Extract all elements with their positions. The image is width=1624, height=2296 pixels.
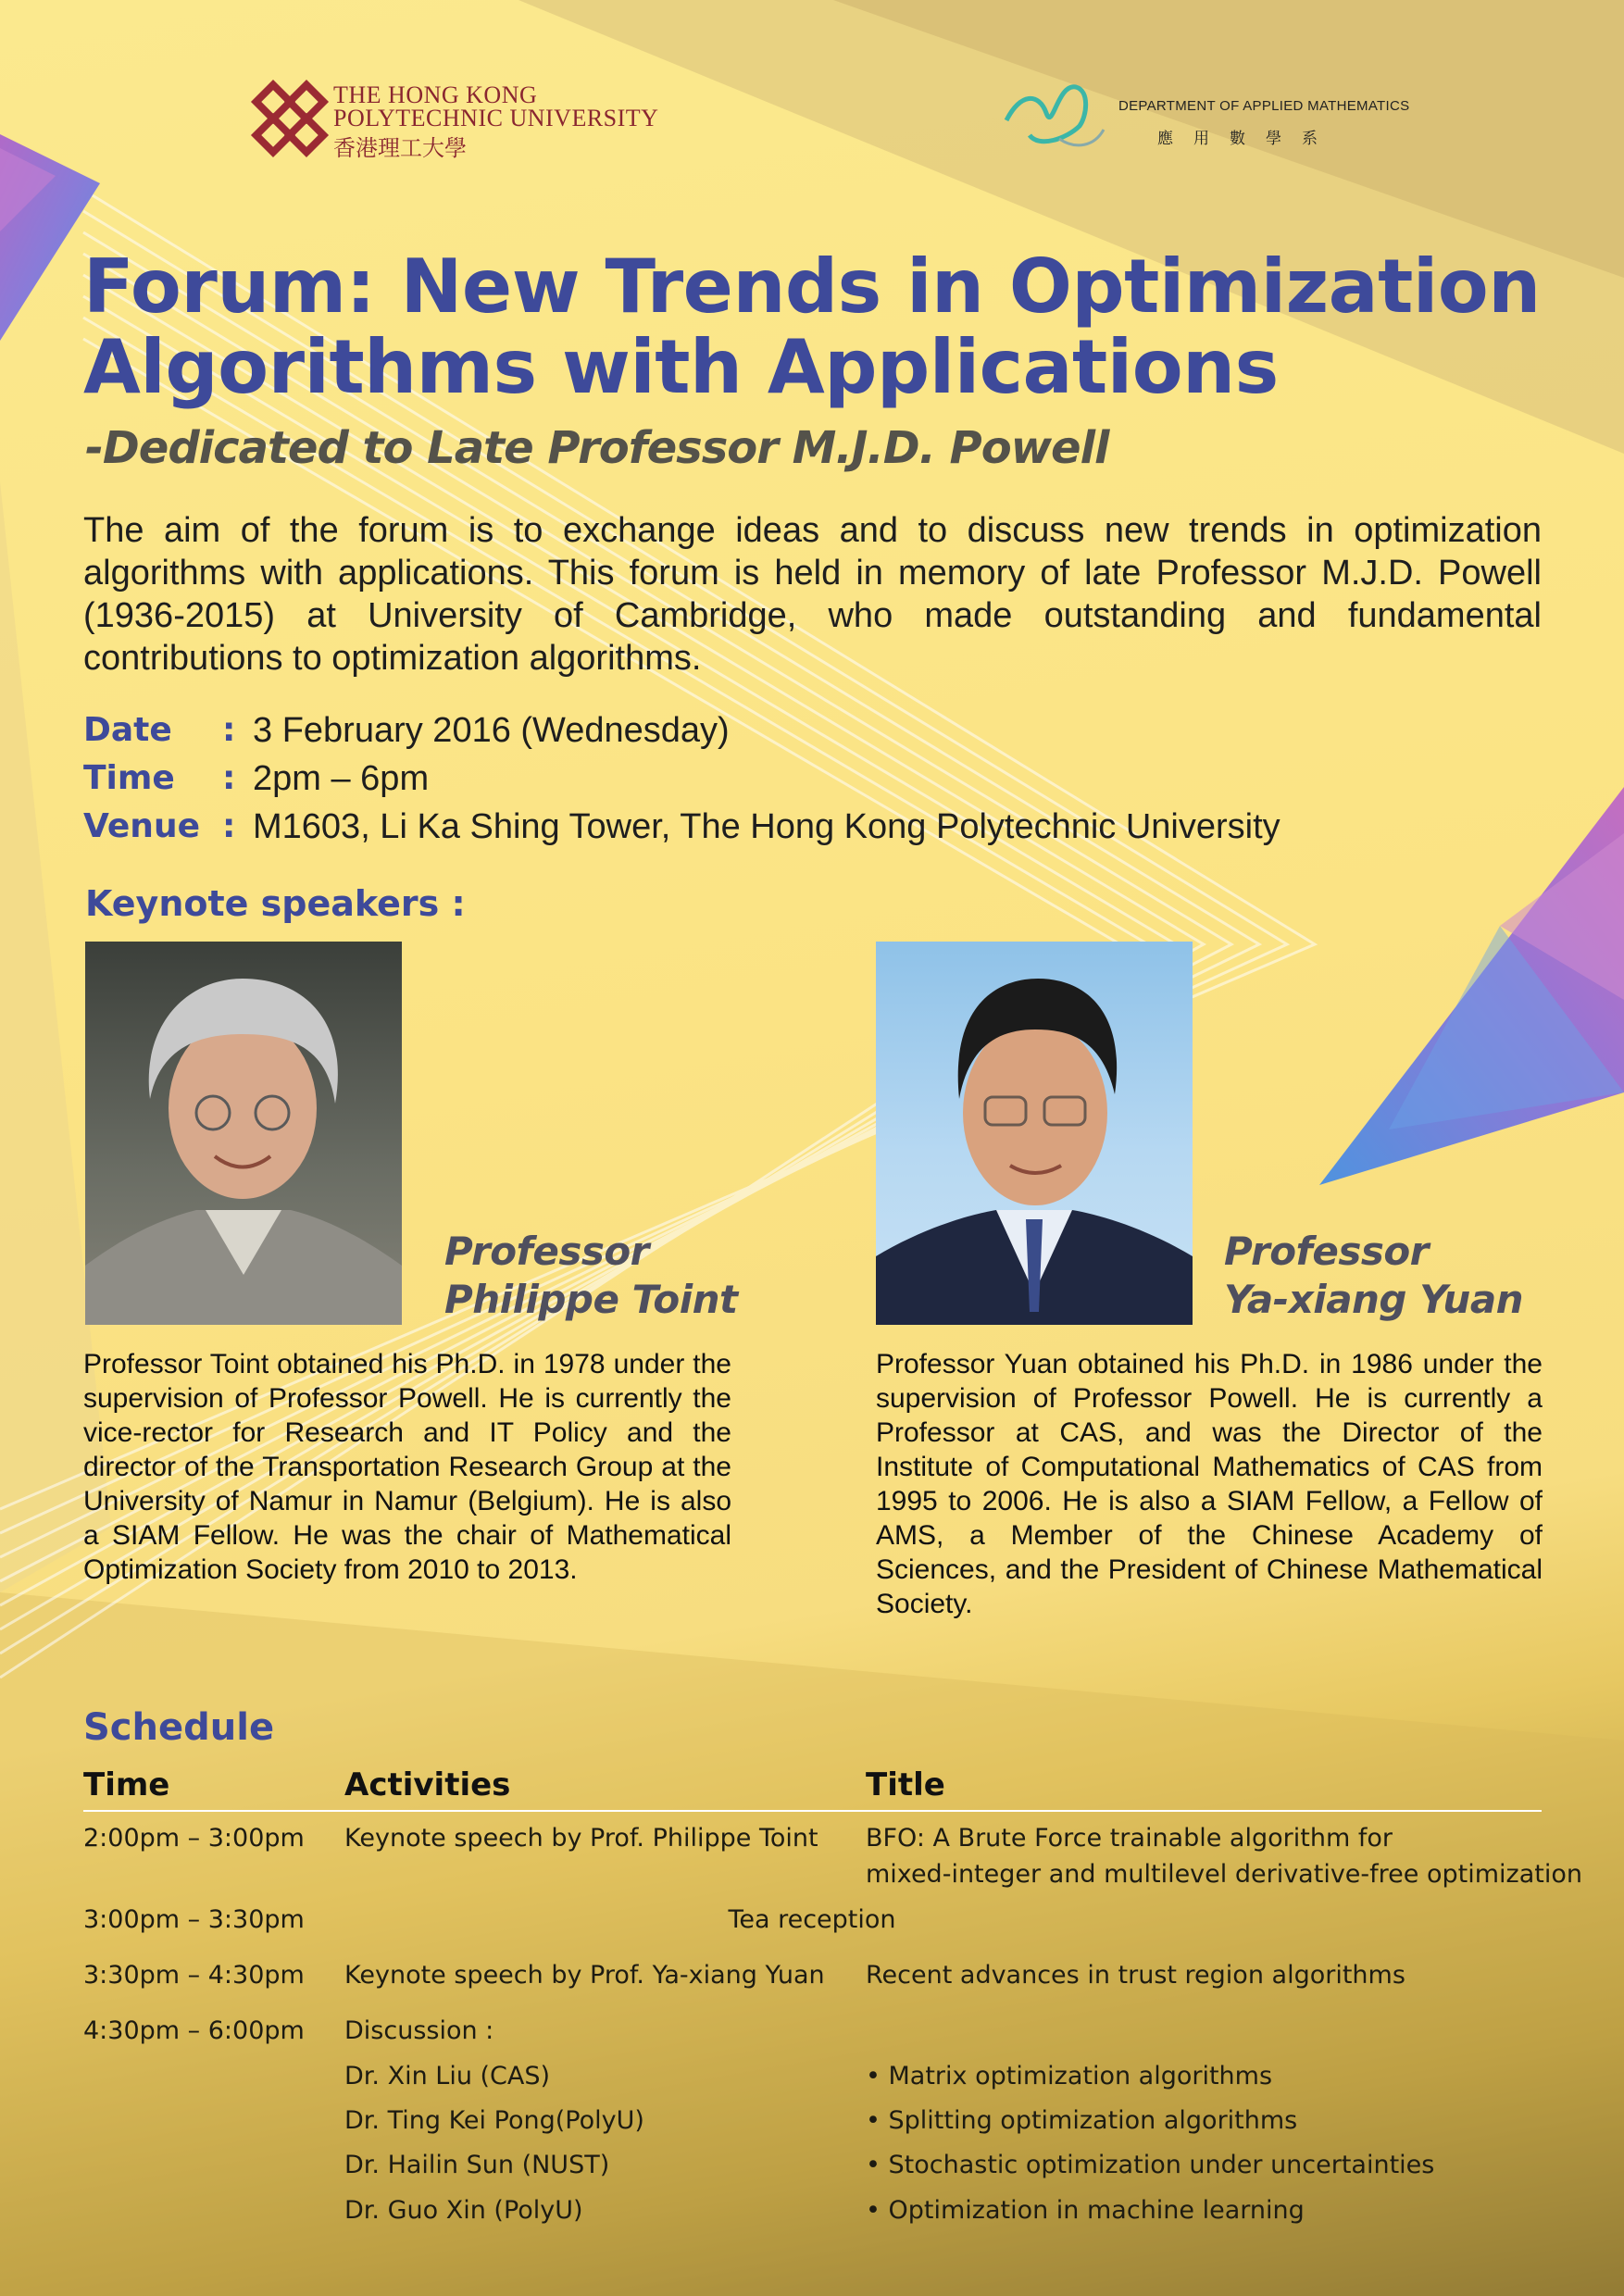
forum-title-line1: Forum: New Trends in Optimization [83,243,1541,330]
speaker-bio-yuan: Professor Yuan obtained his Ph.D. in 1986 under the supervision of Professor Powell. He is currently a Professor at CAS, and was the Director of the Institute of Computational Mathematics of CAS from 1995 to 2006. He is also a SIAM Fellow, a Fellow of AMS, a Member of the Chinese Academy of Sciences, and the President of Chinese Mathematical Society. [876,1349,1543,1619]
speaker-bio-toint: Professor Toint obtained his Ph.D. in 1978 under the supervision of Professor Powell. He is currently the vice-rector for Research and IT Policy and the director of the Transportation Research Group at the University of Namur in Namur (Belgium). He is also a SIAM Fellow. He was the chair of Mathematical Optimization Society from 2010 to 2013. [83,1349,731,1585]
schedule-row-title: BFO: A Brute Force trainable algorithm for [866,1824,1393,1853]
forum-title-line2: Algorithms with Applications [83,324,1279,410]
schedule-row-title: mixed-integer and multilevel derivative-free optimization [866,1860,1582,1889]
department-name-zh: 應用數學系 [1157,130,1338,148]
time-colon: : [222,759,236,797]
schedule-row-activity: Discussion : [344,2016,494,2045]
date-colon: : [222,711,236,749]
schedule-row-title: Recent advances in trust region algorithms [866,1961,1405,1990]
discussion-topic: • Splitting optimization algorithms [866,2106,1298,2135]
schedule-divider [83,1810,1542,1812]
venue-label: Venue [83,807,200,845]
schedule-row-activity: Keynote speech by Prof. Ya-xiang Yuan [344,1961,825,1990]
time-label: Time [83,759,175,797]
schedule-col-activities: Activities [344,1766,511,1803]
polyu-logo-icon [250,79,330,158]
speaker-name-yuan: Ya-xiang Yuan [1224,1277,1524,1322]
schedule-col-time: Time [83,1766,170,1803]
schedule-row-activity: Tea reception [728,1905,896,1934]
speaker-photo-yuan [876,942,1193,1325]
schedule-row-time: 3:30pm – 4:30pm [83,1961,305,1990]
speaker-photo-toint [85,942,402,1325]
venue-colon: : [222,807,236,845]
schedule-row-time: 2:00pm – 3:00pm [83,1824,305,1853]
discussant-name: Dr. Hailin Sun (NUST) [344,2151,610,2179]
date-label: Date [83,711,172,749]
time-value: 2pm – 6pm [253,759,430,798]
discussant-name: Dr. Xin Liu (CAS) [344,2062,551,2090]
speaker-title-yuan: Professor [1224,1229,1429,1274]
forum-intro: The aim of the forum is to exchange ideas and to discuss new trends in optimization algorithms with applications. This forum is held in memory of late Professor M.J.D. Powell (1936-2015) at University of Cambridge, who made outstanding and fundamental contributions to optimization algorithms. [83,511,1542,678]
discussion-topic: • Optimization in machine learning [866,2196,1305,2225]
university-name-line2: POLYTECHNIC UNIVERSITY [333,105,659,131]
applied-math-logo-icon [1002,74,1108,157]
discussant-name: Dr. Guo Xin (PolyU) [344,2196,583,2225]
department-name: DEPARTMENT OF APPLIED MATHEMATICS [1118,98,1410,114]
discussion-topic: • Stochastic optimization under uncertainties [866,2151,1435,2179]
date-value: 3 February 2016 (Wednesday) [253,711,730,750]
forum-subtitle: -Dedicated to Late Professor M.J.D. Powell [85,422,1109,474]
schedule-heading: Schedule [83,1706,275,1749]
university-name-line1: THE HONG KONG [333,81,538,108]
schedule-col-title: Title [866,1766,945,1803]
schedule-row-activity: Keynote speech by Prof. Philippe Toint [344,1824,818,1853]
speaker-title-toint: Professor [444,1229,649,1274]
speaker-name-toint: Philippe Toint [444,1277,738,1322]
schedule-row-time: 4:30pm – 6:00pm [83,2016,305,2045]
keynote-speakers-heading: Keynote speakers : [85,883,466,924]
discussant-name: Dr. Ting Kei Pong(PolyU) [344,2106,644,2135]
discussion-topic: • Matrix optimization algorithms [866,2062,1273,2090]
schedule-row-time: 3:00pm – 3:30pm [83,1905,305,1934]
venue-value: M1603, Li Ka Shing Tower, The Hong Kong Polytechnic University [253,807,1280,846]
university-name-zh: 香港理工大學 [333,135,467,161]
